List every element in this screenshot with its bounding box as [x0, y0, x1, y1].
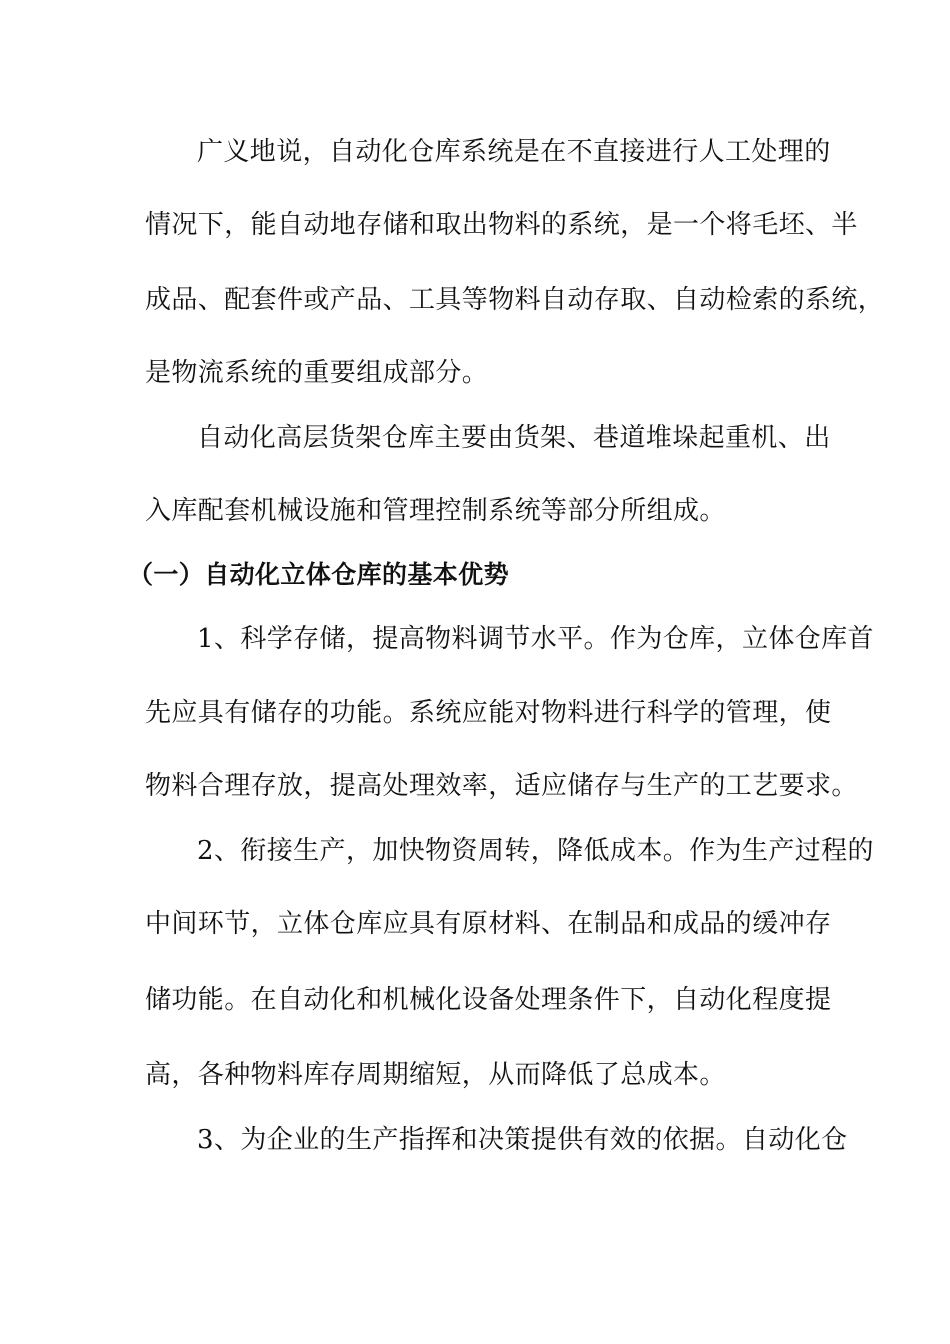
paragraph-2-line-2: 入库配套机械设施和管理控制系统等部分所组成。	[145, 496, 726, 526]
paragraph-4-line-1: 2、衔接生产，加快物资周转，降低成本。作为生产过程的	[197, 836, 874, 866]
paragraph-4-line-2: 中间环节，立体仓库应具有原材料、在制品和成品的缓冲存	[145, 909, 832, 939]
paragraph-1-line-2: 情况下，能自动地存储和取出物料的系统，是一个将毛坯、半	[145, 210, 858, 240]
paragraph-4-line-3: 储功能。在自动化和机械化设备处理条件下，自动化程度提	[145, 985, 832, 1015]
paragraph-1-line-1: 广义地说，自动化仓库系统是在不直接进行人工处理的	[197, 137, 831, 167]
paragraph-2-line-1: 自动化高层货架仓库主要由货架、巷道堆垛起重机、出	[197, 423, 831, 453]
paragraph-1-line-3: 成品、配套件或产品、工具等物料自动存取、自动检索的系统，	[145, 285, 885, 315]
paragraph-3-line-2: 先应具有储存的功能。系统应能对物料进行科学的管理，使	[145, 698, 832, 728]
paragraph-1-line-4: 是物流系统的重要组成部分。	[145, 358, 489, 388]
paragraph-3-line-1: 1、科学存储，提高物料调节水平。作为仓库，立体仓库首	[197, 624, 874, 654]
section-heading: （一）自动化立体仓库的基本优势	[128, 560, 510, 589]
paragraph-5-line-1: 3、为企业的生产指挥和决策提供有效的依据。自动化仓	[197, 1125, 848, 1155]
paragraph-3-line-3: 物料合理存放，提高处理效率，适应储存与生产的工艺要求。	[145, 771, 858, 801]
paragraph-4-line-4: 高，各种物料库存周期缩短，从而降低了总成本。	[145, 1060, 726, 1090]
